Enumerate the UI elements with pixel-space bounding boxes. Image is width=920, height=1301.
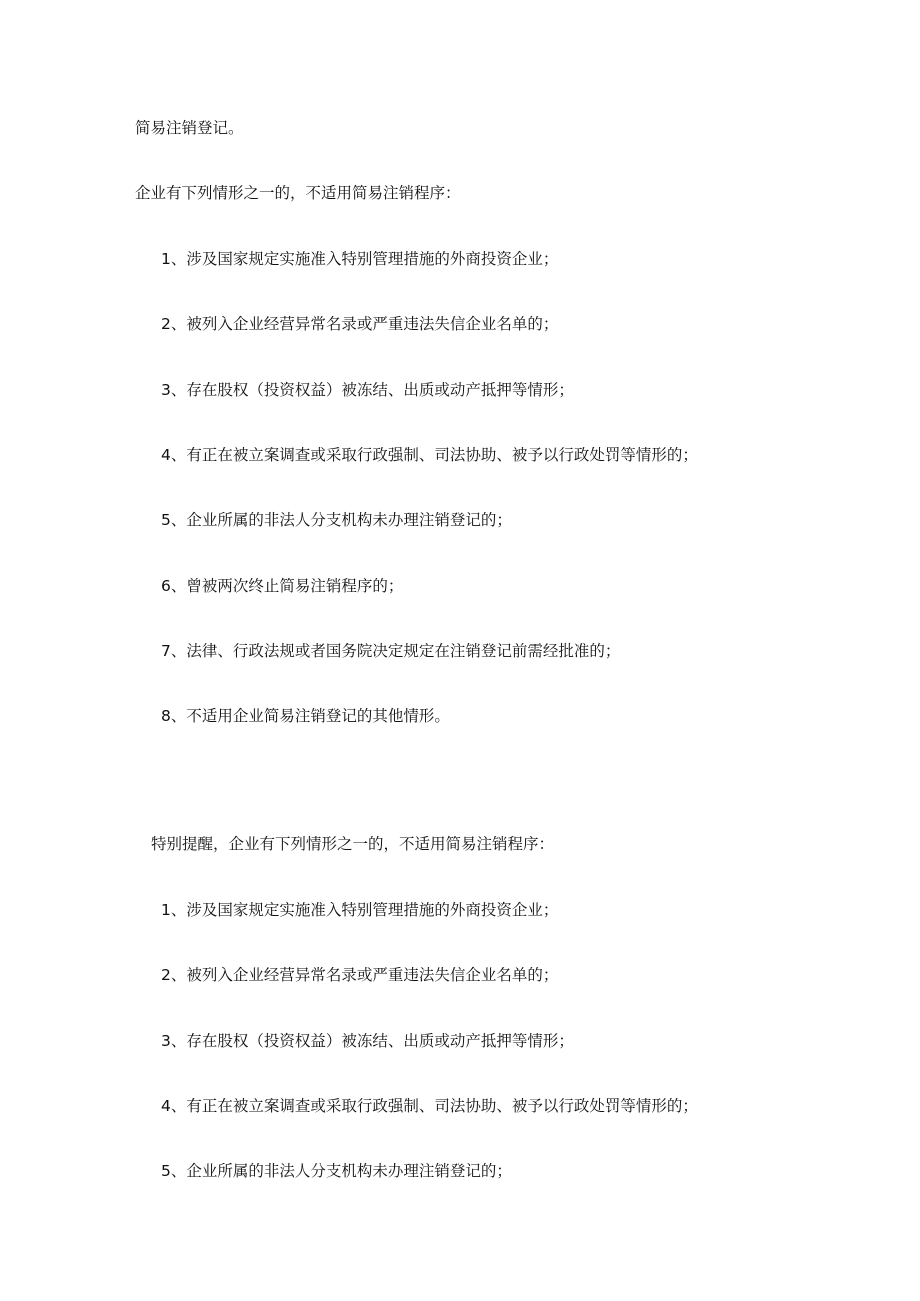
reminder-list-item: 3、存在股权（投资权益）被冻结、出质或动产抵押等情形； <box>161 1032 574 1050</box>
reminder-list-item: 4、有正在被立案调查或采取行政强制、司法协助、被予以行政处罚等情形的； <box>161 1097 698 1115</box>
list-item: 4、有正在被立案调查或采取行政强制、司法协助、被予以行政处罚等情形的； <box>161 446 698 464</box>
reminder-list-item: 1、涉及国家规定实施准入特别管理措施的外商投资企业； <box>161 901 559 919</box>
reminder-list-item: 5、企业所属的非法人分支机构未办理注销登记的； <box>161 1162 512 1180</box>
list-item: 6、曾被两次终止简易注销程序的； <box>161 577 404 595</box>
reminder-paragraph: 特别提醒，企业有下列情形之一的，不适用简易注销程序： <box>151 835 555 853</box>
list-item: 5、企业所属的非法人分支机构未办理注销登记的； <box>161 511 512 529</box>
list-item: 8、不适用企业简易注销登记的其他情形。 <box>161 707 450 725</box>
reminder-list-item: 2、被列入企业经营异常名录或严重违法失信企业名单的； <box>161 966 559 984</box>
list-item: 3、存在股权（投资权益）被冻结、出质或动产抵押等情形； <box>161 381 574 399</box>
intro-paragraph: 企业有下列情形之一的，不适用简易注销程序： <box>135 184 461 202</box>
list-item: 7、法律、行政法规或者国务院决定规定在注销登记前需经批准的； <box>161 642 621 660</box>
list-item: 2、被列入企业经营异常名录或严重违法失信企业名单的； <box>161 315 559 333</box>
list-item: 1、涉及国家规定实施准入特别管理措施的外商投资企业； <box>161 250 559 268</box>
continuation-text: 简易注销登记。 <box>135 119 244 137</box>
